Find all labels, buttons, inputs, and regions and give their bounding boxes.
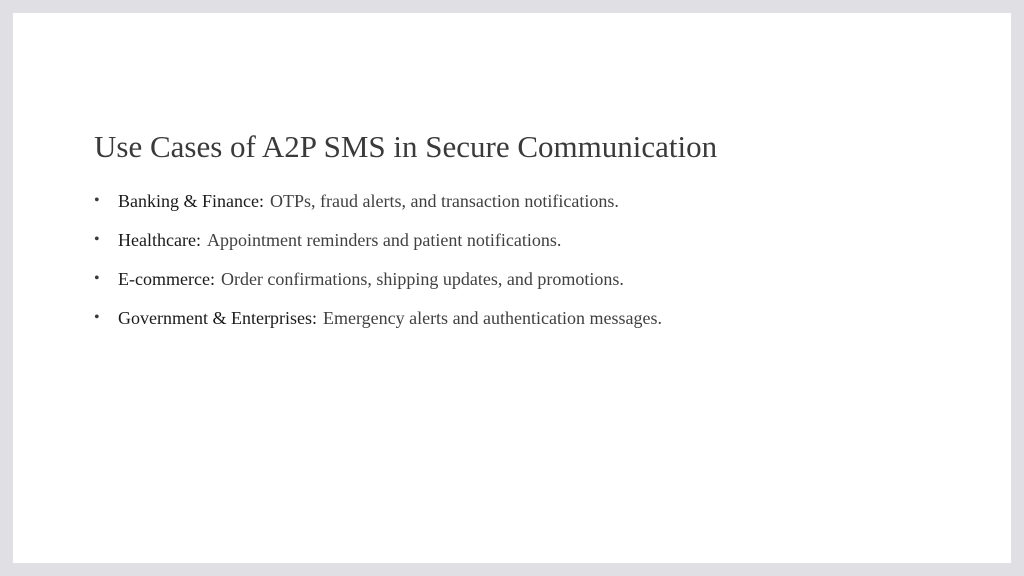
use-case-term: Banking & Finance:: [118, 191, 264, 211]
slide-title: Use Cases of A2P SMS in Secure Communication: [94, 129, 718, 164]
list-item: [94, 306, 662, 345]
bullet-icon: •: [94, 309, 100, 326]
list-item: [94, 228, 662, 267]
bullet-icon: •: [94, 270, 100, 287]
use-case-description: Appointment reminders and patient notifications.: [206, 230, 562, 250]
use-case-term: E-commerce:: [118, 269, 215, 289]
bullet-icon: •: [94, 192, 100, 209]
slide: [13, 13, 1011, 563]
bullet-icon: •: [94, 231, 100, 248]
use-case-description: Emergency alerts and authentication messages.: [322, 308, 662, 328]
use-case-description: Order confirmations, shipping updates, and promotions.: [220, 269, 624, 289]
use-case-description: OTPs, fraud alerts, and transaction notifications.: [269, 191, 619, 211]
bullet-list: [94, 189, 662, 345]
list-item: [94, 267, 662, 306]
use-case-term: Government & Enterprises:: [118, 308, 317, 328]
use-case-term: Healthcare:: [118, 230, 201, 250]
list-item: [94, 189, 662, 228]
